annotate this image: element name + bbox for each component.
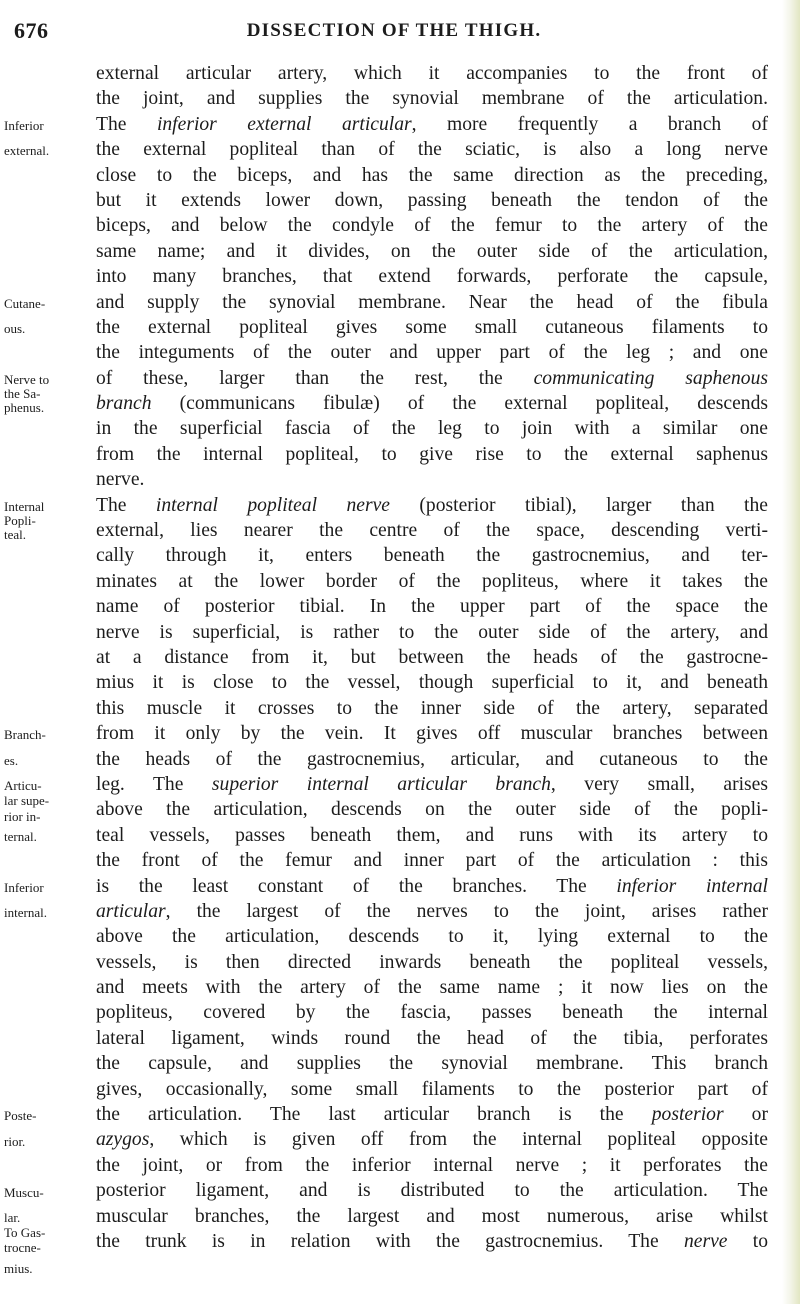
text-run: the joint, or from the inferior internal nerve ; it perforates the <box>96 1154 768 1176</box>
text-line <box>96 416 768 441</box>
text-line <box>96 188 768 213</box>
text-run: the capsule, and supplies the synovial membrane. This branch <box>96 1053 768 1075</box>
text-line <box>96 1127 768 1152</box>
text-line <box>96 290 768 315</box>
text-run: is the least constant of the branches. The <box>96 875 617 897</box>
margin-note: teal. <box>4 526 27 542</box>
text-run: name of posterior tibial. In the upper part of the space the <box>96 596 768 618</box>
text-line <box>96 112 768 137</box>
text-line <box>96 137 768 162</box>
margin-note: Inferior <box>4 879 44 895</box>
margin-note: ternal. <box>4 829 37 844</box>
text-run: the integuments of the outer and upper part of the leg ; and one <box>96 342 768 364</box>
body-text <box>96 61 768 1254</box>
text-run: from the internal popliteal, to give rise to the external saphenus <box>96 443 768 465</box>
italic-term: azygos <box>96 1129 150 1151</box>
text-run: the heads of the gastrocnemius, articular, and cutaneous to the <box>96 748 768 770</box>
margin-note: internal. <box>4 905 47 921</box>
margin-note: mius. <box>4 1260 33 1276</box>
italic-term: superior internal articular branch <box>211 773 551 795</box>
text-run: The <box>96 494 156 516</box>
text-run: or <box>723 1104 768 1126</box>
text-run: nerve. <box>96 469 145 491</box>
text-line <box>96 1229 768 1254</box>
text-run: external, lies nearer the centre of the space, descending verti- <box>96 520 768 542</box>
margin-note: phenus. <box>4 399 45 415</box>
text-run: above the articulation, descends on the outer side of the popli- <box>96 799 768 821</box>
text-line <box>96 569 768 594</box>
text-run: lateral ligament, winds round the head of the tibia, perforates <box>96 1027 768 1049</box>
text-run: and meets with the artery of the same name ; it now lies on the <box>96 977 768 999</box>
text-line <box>96 467 768 492</box>
text-run: gives, occasionally, some small filaments to the posterior part of <box>96 1078 768 1100</box>
page-number: 676 <box>14 18 49 43</box>
text-line <box>96 975 768 1000</box>
italic-term: communicating saphenous <box>533 367 768 389</box>
text-run: The <box>96 113 157 135</box>
text-run: teal vessels, passes beneath them, and runs with its artery to <box>96 824 768 846</box>
text-run: the front of the femur and inner part of the articulation : this <box>96 850 768 872</box>
text-run: leg. The <box>96 773 212 795</box>
text-line <box>96 594 768 619</box>
text-run: vessels, is then directed inwards beneath the popliteal vessels, <box>96 951 768 973</box>
text-line <box>96 620 768 645</box>
margin-note: Internal <box>4 498 45 514</box>
text-run: into many branches, that extend forwards, perforate the capsule, <box>96 266 768 288</box>
text-line <box>96 366 768 391</box>
margin-note: Muscu- <box>4 1184 44 1200</box>
margin-note: Cutane- <box>4 295 46 311</box>
text-line <box>96 61 768 86</box>
text-line <box>96 1077 768 1102</box>
margin-note: lar. <box>4 1210 21 1225</box>
text-run: minates at the lower border of the popliteus, where it takes the <box>96 570 768 592</box>
page-edge <box>782 0 800 1304</box>
italic-term: branch <box>96 393 152 415</box>
margin-note: rior. <box>4 1133 26 1149</box>
margin-note: trocne- <box>4 1240 41 1256</box>
italic-term: posterior <box>651 1104 724 1126</box>
text-run: at a distance from it, but between the heads of the gastrocne- <box>96 646 768 668</box>
text-run: posterior ligament, and is distributed to the articulation. The <box>96 1180 768 1202</box>
text-run: and supply the synovial membrane. Near the head of the fibula <box>96 291 768 313</box>
text-line <box>96 1000 768 1025</box>
italic-term: inferior internal <box>616 875 768 897</box>
text-run: same name; and it divides, on the outer side of the articulation, <box>96 240 768 262</box>
text-run: cally through it, enters beneath the gastrocnemius, and ter- <box>96 545 768 567</box>
text-line <box>96 721 768 746</box>
text-run: close to the biceps, and has the same direction as the preceding, <box>96 164 768 186</box>
page-header <box>14 18 774 42</box>
text-run: mius it is close to the vessel, though superficial to it, and beneath <box>96 672 768 694</box>
text-run: but it extends lower down, passing beneath the tendon of the <box>96 189 768 211</box>
italic-term: articular <box>96 900 166 922</box>
text-line <box>96 1051 768 1076</box>
text-run: nerve is superficial, is rather to the outer side of the artery, and <box>96 621 768 643</box>
text-run: (posterior tibial), larger than the <box>389 494 768 516</box>
text-line <box>96 670 768 695</box>
text-line <box>96 315 768 340</box>
margin-note: Inferior <box>4 117 44 133</box>
margin-note: es. <box>4 752 19 768</box>
text-run: , more frequently a branch of <box>411 113 768 135</box>
text-line <box>96 213 768 238</box>
text-line <box>96 1204 768 1229</box>
margin-note: Poste- <box>4 1108 37 1124</box>
text-run: the external popliteal than of the sciatic, is also a long nerve <box>96 139 768 161</box>
text-line <box>96 950 768 975</box>
text-run: above the articulation, descends to it, lying external to the <box>96 926 768 948</box>
italic-term: inferior external articular <box>156 113 412 135</box>
margin-note: lar supe- <box>4 793 50 809</box>
margin-note: rior in- <box>4 808 41 824</box>
text-run: (communicans fibulæ) of the external popliteal, descends <box>151 393 768 415</box>
text-line <box>96 874 768 899</box>
margin-note: ous. <box>4 321 26 336</box>
margin-note: Branch- <box>4 727 46 743</box>
text-line <box>96 264 768 289</box>
text-line <box>96 340 768 365</box>
text-line <box>96 797 768 822</box>
running-head: DISSECTION OF THE THIGH. <box>246 20 542 41</box>
text-line <box>96 163 768 188</box>
text-run: , which is given off from the internal popliteal opposite <box>149 1129 768 1151</box>
text-run: popliteus, covered by the fascia, passes beneath the internal <box>96 1002 768 1024</box>
text-line <box>96 899 768 924</box>
text-line <box>96 848 768 873</box>
text-line <box>96 391 768 416</box>
margin-note: Popli- <box>4 512 36 528</box>
text-line <box>96 747 768 772</box>
text-line <box>96 543 768 568</box>
text-run: the trunk is in relation with the gastrocnemius. The <box>96 1230 684 1252</box>
text-line <box>96 86 768 111</box>
text-line <box>96 1026 768 1051</box>
text-run: this muscle it crosses to the inner side of the artery, separated <box>96 697 768 719</box>
text-run: biceps, and below the condyle of the femur to the artery of the <box>96 215 768 237</box>
margin-note: the Sa- <box>4 385 41 401</box>
text-run: the external popliteal gives some small cutaneous filaments to <box>96 316 768 338</box>
text-run: the joint, and supplies the synovial membrane of the articulation. <box>96 88 768 110</box>
text-line <box>96 239 768 264</box>
margin-note: external. <box>4 143 50 159</box>
text-run: the articulation. The last articular branch is the <box>96 1104 652 1126</box>
text-run: muscular branches, the largest and most numerous, arise whilst <box>96 1205 768 1227</box>
text-line <box>96 823 768 848</box>
italic-term: internal popliteal nerve <box>155 494 390 516</box>
text-run: , very small, arises <box>550 773 768 795</box>
text-line <box>96 696 768 721</box>
margin-note: Nerve to <box>4 371 50 387</box>
text-run: in the superficial fascia of the leg to join with a similar one <box>96 418 768 440</box>
text-line <box>96 645 768 670</box>
italic-term: nerve <box>683 1230 728 1252</box>
text-run: of these, larger than the rest, the <box>96 367 534 389</box>
text-run: , the largest of the nerves to the joint, arises rather <box>165 900 768 922</box>
text-run: from it only by the vein. It gives off muscular branches between <box>96 723 768 745</box>
text-line <box>96 1178 768 1203</box>
text-line <box>96 442 768 467</box>
margin-note: Articu- <box>4 778 42 794</box>
text-run: external articular artery, which it accompanies to the front of <box>96 63 768 84</box>
text-line <box>96 493 768 518</box>
text-line <box>96 924 768 949</box>
text-line <box>96 518 768 543</box>
text-line <box>96 1102 768 1127</box>
text-line <box>96 1153 768 1178</box>
margin-note: To Gas- <box>4 1225 46 1241</box>
text-line <box>96 772 768 797</box>
text-run: to <box>727 1230 768 1252</box>
